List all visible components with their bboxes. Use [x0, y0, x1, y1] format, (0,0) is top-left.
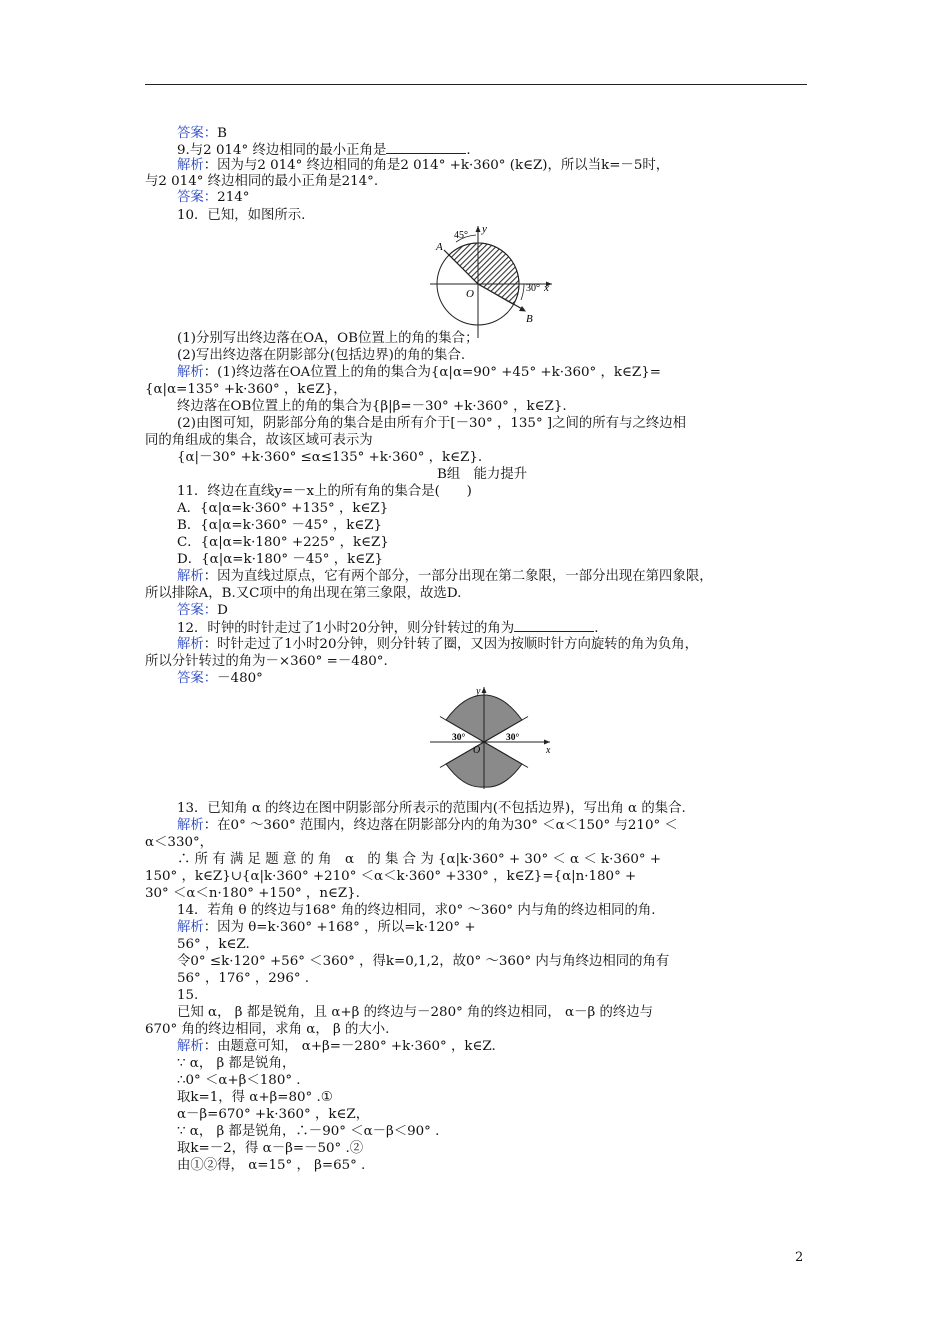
text-line	[177, 125, 227, 142]
text-line	[177, 602, 228, 619]
text-line	[145, 173, 378, 190]
line-text: 56° ，176° ，296° .	[177, 971, 310, 986]
text-line	[145, 653, 388, 670]
answer-label: 答案：	[177, 126, 218, 141]
text-line	[177, 800, 686, 817]
text-line	[177, 987, 198, 1004]
line-text: 9.与2 014° 终边相同的最小正角是	[177, 143, 387, 158]
line-text: ∴ 所 有 满 足 题 意 的 角 α 的 集 合 为 {α|k·360° + 30° ＜ α ＜ k·360° +	[177, 852, 662, 867]
line-text: 令0° ≤k·120° +56° ＜360° ，得k=0,1,2，故0° ～360° 内与角终边相同的角有	[177, 954, 670, 969]
text-line	[177, 551, 383, 568]
text-line	[145, 834, 213, 851]
line-text: D．{α|α=k·180° －45° ，k∈Z}	[177, 552, 383, 567]
line-text: D	[217, 603, 228, 618]
text-line	[177, 953, 669, 970]
label-angle-left: 30°	[452, 733, 466, 743]
text-line	[177, 1123, 439, 1140]
text-line	[177, 970, 309, 987]
label-a: A	[436, 241, 443, 253]
text-line	[177, 1055, 295, 1072]
text-line	[177, 189, 249, 206]
text-line	[177, 157, 669, 174]
line-text: 与2 014° 终边相同的最小正角是214°.	[145, 174, 379, 189]
line-text: (2)写出终边落在阴影部分(包括边界)的角的集合.	[177, 348, 466, 363]
label-y: y	[476, 686, 481, 697]
line-text: ：(1)终边落在OA位置上的角的集合为{α|α=90° +45° +k·360° ，k∈Z}=	[203, 365, 661, 380]
label-x: x	[544, 282, 549, 294]
line-text: 11．终边在直线y=－x上的所有角的集合是( )	[177, 484, 472, 499]
header-rule	[145, 84, 807, 85]
line-text: ：由题意可知， α+β=－280° +k·360° ，k∈Z.	[203, 1039, 496, 1054]
text-line	[145, 868, 636, 885]
line-text: ∴0° ＜α+β＜180° .	[177, 1073, 301, 1088]
line-text: 所以分针转过的角为－×360° =－480°.	[145, 654, 388, 669]
line-text: C．{α|α=k·180° +225° ，k∈Z}	[177, 535, 389, 550]
line-text: 12．时钟的时针走过了1小时20分钟，则分针转过的角为	[177, 621, 515, 636]
line-text: {α|α=135° +k·360° ，k∈Z}，	[145, 382, 347, 397]
line-text: ∵ α， β 都是锐角，	[177, 1056, 296, 1071]
line-text: ：因为与2 014° 终边相同的角是2 014° +k·360° (k∈Z)，所以当k=－5时，	[203, 158, 670, 173]
text-line	[177, 636, 698, 653]
text-line	[145, 885, 360, 902]
line-text: 同的角组成的集合，故该区域可表示为	[145, 433, 373, 448]
line-text: A．{α|α=k·360° +135° ，k∈Z}	[177, 501, 389, 516]
figure-double-sector	[428, 685, 556, 789]
text-line	[177, 919, 476, 936]
text-line	[177, 534, 389, 551]
line-text: ∵ α， β 都是锐角，∴－90° ＜α－β＜90° .	[177, 1124, 440, 1139]
answer-label: 答案：	[177, 190, 218, 205]
line-text: 56° ，k∈Z.	[177, 937, 250, 952]
text-line	[177, 619, 598, 637]
text-line	[177, 1089, 333, 1106]
line-text: ：因为 θ=k·360° +168° ，所以=k·120° +	[203, 920, 476, 935]
text-line	[177, 449, 482, 466]
text-line	[177, 670, 263, 687]
line-text: 取k=1，得 α+β=80° .①	[177, 1090, 333, 1105]
line-text: ：因为直线过原点，它有两个部分，一部分出现在第二象限，一部分出现在第四象限，	[203, 569, 713, 584]
text-line	[177, 500, 388, 517]
line-text: 150° ，k∈Z}∪{α|k·360° +210° ＜α＜k·360° +330° ，k∈Z}={α|n·180° +	[145, 869, 637, 884]
text-line	[177, 1157, 365, 1174]
text-line	[177, 851, 661, 868]
label-o: O	[473, 745, 481, 756]
text-line	[145, 432, 373, 449]
line-text: (1)分别写出终边落在OA，OB位置上的角的集合；	[177, 331, 479, 346]
line-text: B	[217, 126, 228, 141]
answer-label: 解析	[177, 637, 204, 652]
line-text: B组 能力提升	[437, 467, 528, 482]
line-text: B．{α|α=k·360° －45° ，k∈Z}	[177, 518, 383, 533]
text-line	[177, 483, 472, 500]
text-line	[145, 1021, 389, 1038]
text-line	[145, 585, 461, 602]
text-line	[177, 398, 567, 415]
text-line	[177, 817, 678, 834]
text-line	[177, 207, 305, 224]
answer-blank	[514, 619, 594, 632]
answer-label: 解析	[177, 158, 204, 173]
line-text: 670° 角的终边相同，求角 α， β 的大小.	[145, 1022, 390, 1037]
line-text: 13．已知角 α 的终边在图中阴影部分所表示的范围内(不包括边界)，写出角 α 的集合.	[177, 801, 686, 816]
label-y: y	[482, 223, 487, 235]
figure-angle-sector	[418, 222, 558, 340]
label-x: x	[546, 745, 551, 756]
line-text: 14．若角 θ 的终边与168° 角的终边相同，求0° ～360° 内与角的终边相同的角.	[177, 903, 656, 918]
text-line	[177, 1140, 363, 1157]
line-text: 由①②得， α=15° ， β=65° .	[177, 1158, 366, 1173]
answer-label: 解析	[177, 365, 204, 380]
answer-label: 解析	[177, 569, 204, 584]
line-text: 所以排除A，B.又C项中的角出现在第三象限，故选D.	[145, 586, 462, 601]
answer-label: 解析	[177, 1039, 204, 1054]
line-text: －480°	[217, 671, 263, 686]
line-text: ：时针走过了1小时20分钟，则分针转了圈，又因为按顺时针方向旋转的角为负角，	[203, 637, 699, 652]
text-line	[177, 364, 661, 381]
line-text: {α|－30° +k·360° ≤α≤135° +k·360° ，k∈Z}.	[177, 450, 483, 465]
text-line	[177, 1106, 369, 1123]
text-line	[177, 415, 686, 432]
text-line	[145, 381, 347, 398]
label-angle-30: 30°	[526, 283, 540, 294]
line-text: 30° ＜α＜n·180° +150° ，n∈Z}.	[145, 886, 360, 901]
line-text: .	[466, 143, 471, 158]
text-line	[177, 1072, 301, 1089]
text-line	[177, 1038, 496, 1055]
line-text: 终边落在OB位置上的角的集合为{β|β=－30° +k·360° ，k∈Z}.	[177, 399, 567, 414]
line-text: α－β=670° +k·360° ，k∈Z，	[177, 1107, 370, 1122]
line-text: 已知 α， β 都是锐角，且 α+β 的终边与－280° 角的终边相同， α－β 的终边与	[177, 1005, 654, 1020]
line-text: 10．已知，如图所示.	[177, 208, 306, 223]
line-text: .	[594, 621, 599, 636]
answer-label: 解析	[177, 818, 204, 833]
line-text: 取k=－2，得 α－β=－50° .②	[177, 1141, 364, 1156]
line-text: 15.	[177, 988, 199, 1003]
line-text: 214°	[217, 190, 250, 205]
label-angle-45: 45°	[454, 230, 468, 241]
label-o: O	[466, 288, 474, 300]
text-line	[177, 1004, 653, 1021]
answer-label: 答案：	[177, 671, 218, 686]
page-number: 2	[795, 1250, 804, 1265]
text-line	[177, 902, 656, 919]
answer-blank	[386, 141, 466, 154]
text-line	[177, 517, 382, 534]
label-angle-right: 30°	[506, 733, 520, 743]
line-text: (2)由图可知，阴影部分角的集合是由所有介于[－30° ，135° ]之间的所有与之终边相	[177, 416, 687, 431]
label-b: B	[526, 313, 533, 325]
shaded-sector	[449, 243, 519, 305]
line-text: ：在0° ～360° 范围内，终边落在阴影部分内的角为30° ＜α＜150° 与210° ＜	[203, 818, 678, 833]
text-line	[177, 568, 713, 585]
answer-label: 答案：	[177, 603, 218, 618]
answer-label: 解析	[177, 920, 204, 935]
text-line	[437, 466, 527, 483]
text-line	[177, 936, 250, 953]
line-text: α＜330°，	[145, 835, 214, 850]
text-line	[177, 347, 465, 364]
